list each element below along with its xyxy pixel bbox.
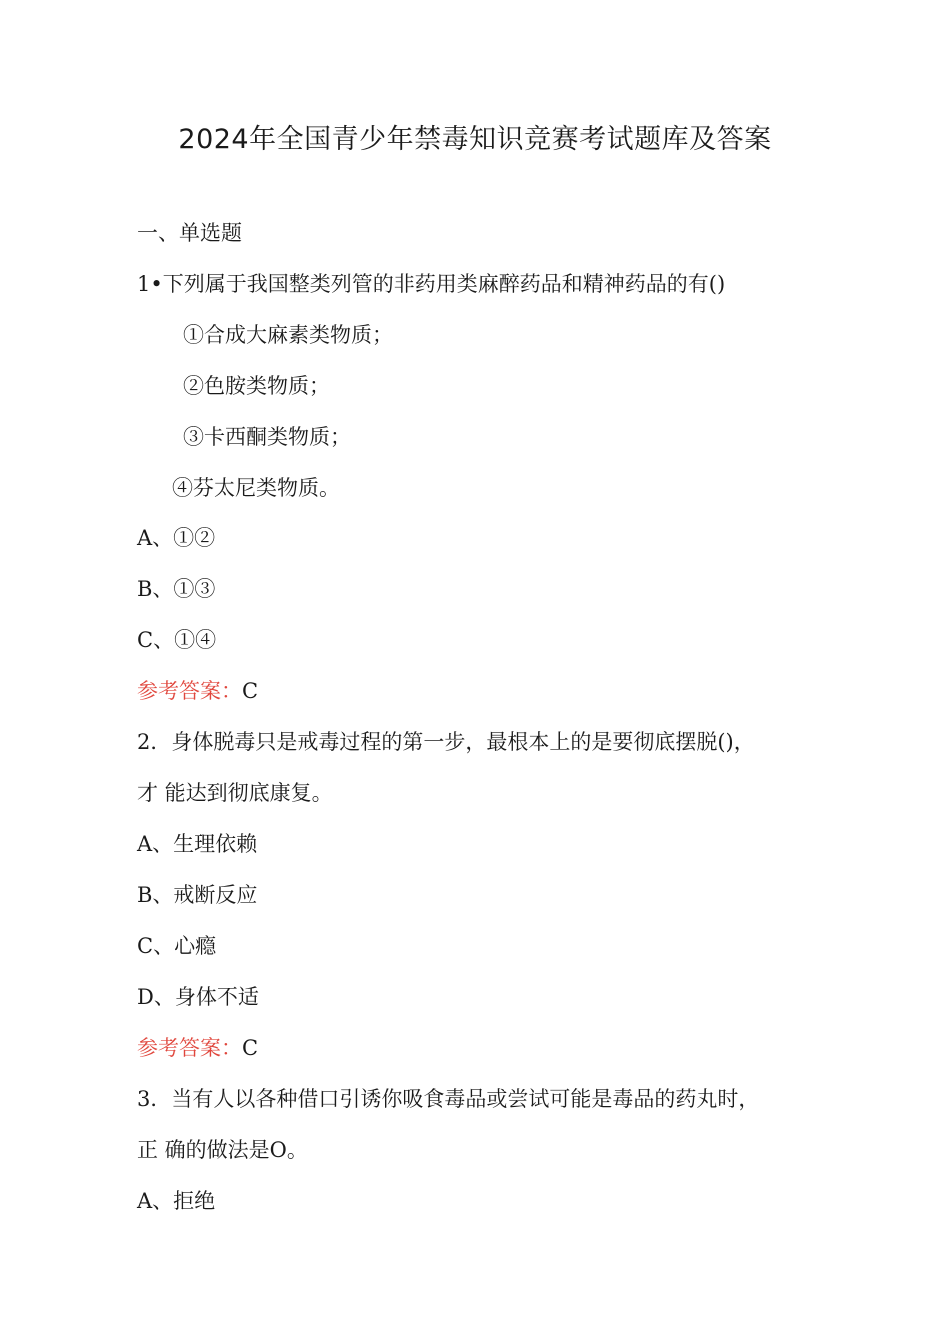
answer-label: 参考答案： <box>137 679 242 703</box>
question-1-item: ②色胺类物质； <box>183 374 330 398</box>
question-2-option: D、身体不适 <box>137 985 259 1009</box>
question-2-option: A、生理依赖 <box>137 832 258 856</box>
question-1-item: ③卡西酮类物质； <box>183 425 351 449</box>
question-1-item: ④芬太尼类物质。 <box>172 476 340 500</box>
question-2-answer <box>137 1033 258 1063</box>
question-3-stem-continued: 正 确的做法是O。 <box>137 1138 308 1162</box>
question-2-option: B、戒断反应 <box>137 883 258 907</box>
answer-value: C <box>242 1036 259 1060</box>
question-1-item: ①合成大麻素类物质； <box>183 323 393 347</box>
question-1-answer <box>137 676 258 706</box>
question-1-option: A、①② <box>137 526 216 550</box>
answer-value: C <box>242 679 259 703</box>
question-3-stem: 3．当有人以各种借口引诱你吸食毒品或尝试可能是毒品的药丸时， <box>137 1087 760 1111</box>
question-1-option: C、①④ <box>137 628 217 652</box>
question-2-stem-continued: 才 能达到彻底康复。 <box>137 781 333 805</box>
question-1-option: B、①③ <box>137 577 216 601</box>
question-3-option: A、拒绝 <box>137 1189 216 1213</box>
document-title: 2024年全国青少年禁毒知识竞赛考试题库及答案 <box>178 124 772 155</box>
question-2-option: C、心瘾 <box>137 934 217 958</box>
question-2-stem: 2．身体脱毒只是戒毒过程的第一步，最根本上的是要彻底摆脱()， <box>137 730 755 754</box>
question-1-stem: 1•下列属于我国整类列管的非药用类麻醉药品和精神药品的有() <box>137 272 726 296</box>
answer-label: 参考答案： <box>137 1036 242 1060</box>
section-heading: 一、单选题 <box>137 221 242 245</box>
